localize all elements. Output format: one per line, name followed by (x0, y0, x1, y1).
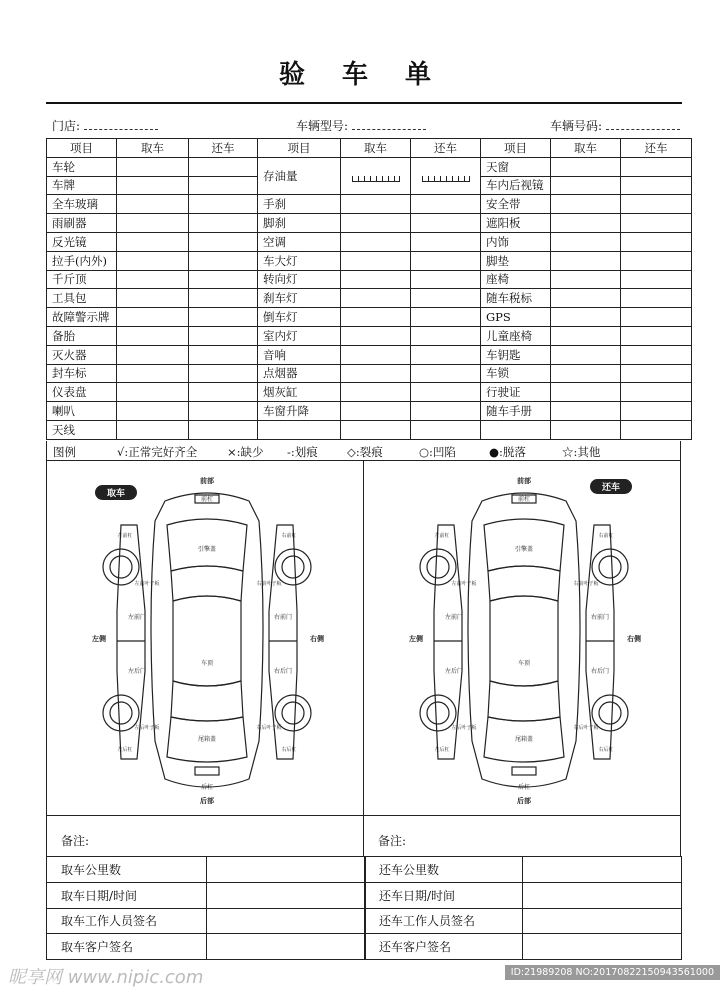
legend-item: ○:凹陷 (419, 445, 456, 459)
rear-label: 后部 (517, 797, 531, 805)
table-row (365, 882, 682, 908)
item-label: 备胎 (47, 326, 117, 345)
fuel-gauge-pickup[interactable] (341, 157, 411, 195)
table-row (47, 383, 692, 402)
item-label: 故障警示牌 (47, 308, 117, 327)
item-label: 工具包 (47, 289, 117, 308)
check-cell[interactable] (341, 232, 411, 251)
plate-blank[interactable] (606, 120, 680, 130)
right-front-bumper-side-label: 右前杠 (281, 533, 297, 539)
table-row (365, 908, 682, 934)
legend-item: -:划痕 (287, 445, 318, 459)
item-label: 车内后视镜 (481, 176, 551, 195)
table-row (47, 402, 692, 421)
left-rear-door-label: 左后门 (444, 668, 464, 675)
wheel-left-front[interactable] (103, 549, 139, 585)
table-row (47, 934, 366, 960)
item-label: 座椅 (481, 270, 551, 289)
check-cell[interactable] (341, 289, 411, 308)
table-row (47, 308, 692, 327)
check-cell[interactable] (621, 214, 692, 233)
trunk-label: 尾箱盖 (197, 736, 217, 743)
left-rear-fender-label: 左后叶子板 (134, 725, 160, 731)
check-cell[interactable] (411, 232, 481, 251)
check-cell[interactable] (189, 232, 258, 251)
check-cell[interactable] (341, 402, 411, 421)
pickup-car-diagram[interactable] (47, 461, 363, 815)
rear-bumper-label: 后杠 (517, 784, 531, 791)
rear-plate (195, 767, 219, 775)
wheel-right-front[interactable] (275, 549, 311, 585)
return-diagram-panel (363, 460, 681, 816)
check-cell[interactable] (621, 345, 692, 364)
item-label: 行驶证 (481, 383, 551, 402)
check-cell[interactable] (551, 176, 621, 195)
table-row (47, 270, 692, 289)
notes-left-label: 备注: (61, 834, 90, 848)
info-label: 还车客户签名 (365, 934, 523, 960)
table-row (365, 934, 682, 960)
left-rear-door-label: 左后门 (127, 668, 147, 675)
legend-item: ×:缺少 (227, 445, 264, 459)
table-row (365, 857, 682, 883)
return-info-table (364, 856, 682, 960)
legend-item: ☆:其他 (562, 445, 601, 459)
check-cell[interactable] (621, 308, 692, 327)
col-header: 取车 (341, 139, 411, 158)
info-label: 取车工作人员签名 (47, 908, 207, 934)
check-cell[interactable] (551, 232, 621, 251)
col-header: 项目 (258, 139, 341, 158)
wheel-left-front[interactable] (420, 549, 456, 585)
check-cell[interactable] (621, 402, 692, 421)
roof-panel[interactable] (490, 596, 558, 686)
left-front-bumper-side-label: 左前杠 (434, 533, 450, 539)
front-label: 前部 (517, 477, 531, 485)
info-value-cell[interactable] (207, 882, 366, 908)
item-label: 点烟器 (258, 364, 341, 383)
watermark-logo: 昵享网 www.nipic.com (8, 967, 204, 988)
check-cell[interactable] (411, 195, 481, 214)
page-title: 验 车 单 (278, 60, 446, 90)
check-cell[interactable] (551, 157, 621, 176)
check-cell[interactable] (621, 383, 692, 402)
left-front-fender-label: 左前叶子板 (134, 581, 160, 587)
roof-label: 车顶 (517, 660, 531, 667)
check-cell[interactable] (551, 364, 621, 383)
left-rear-fender-label: 左后叶子板 (451, 725, 477, 731)
right-front-door-label: 右前门 (273, 614, 293, 621)
col-header: 取车 (551, 139, 621, 158)
check-cell[interactable] (189, 289, 258, 308)
item-label: 千斤顶 (47, 270, 117, 289)
item-label: 刹车灯 (258, 289, 341, 308)
fuel-gauge[interactable] (422, 173, 470, 182)
check-cell[interactable] (341, 214, 411, 233)
roof-label: 车顶 (200, 660, 214, 667)
item-label: 天窗 (481, 157, 551, 176)
check-cell[interactable] (411, 308, 481, 327)
item-label: 车钥匙 (481, 345, 551, 364)
inspection-table (46, 138, 692, 440)
check-cell[interactable] (411, 345, 481, 364)
item-label: 儿童座椅 (481, 326, 551, 345)
store-blank[interactable] (84, 120, 158, 130)
check-cell[interactable] (551, 402, 621, 421)
check-cell[interactable] (341, 420, 411, 439)
check-cell[interactable] (189, 195, 258, 214)
left-side-label: 左侧 (409, 635, 423, 643)
notes-right-label: 备注: (378, 834, 407, 848)
check-cell[interactable] (189, 364, 258, 383)
pickup-diagram-panel (46, 460, 364, 816)
col-header: 取车 (117, 139, 189, 158)
check-cell[interactable] (551, 345, 621, 364)
col-header: 项目 (481, 139, 551, 158)
plate-field[interactable] (550, 117, 680, 134)
check-cell[interactable] (411, 251, 481, 270)
legend (46, 441, 681, 461)
table-row (47, 908, 366, 934)
item-label: 天线 (47, 420, 117, 439)
item-label: 安全带 (481, 195, 551, 214)
check-cell[interactable] (189, 214, 258, 233)
check-cell[interactable] (117, 345, 189, 364)
right-side-label: 右侧 (627, 635, 641, 643)
hood-label: 引擎盖 (197, 546, 217, 553)
legend-item: √:正常完好齐全 (117, 445, 198, 459)
item-label: 车牌 (47, 176, 117, 195)
check-cell[interactable] (189, 383, 258, 402)
check-cell[interactable] (411, 364, 481, 383)
check-cell[interactable] (117, 383, 189, 402)
item-label: 封车标 (47, 364, 117, 383)
item-label: 烟灰缸 (258, 383, 341, 402)
table-row (47, 364, 692, 383)
right-front-fender-label: 右前叶子板 (573, 581, 599, 587)
pickup-pill: 取车 (95, 485, 137, 500)
item-label: 随车手册 (481, 402, 551, 421)
item-label: 车大灯 (258, 251, 341, 270)
info-value-cell[interactable] (523, 908, 682, 934)
info-label: 取车公里数 (47, 857, 207, 883)
item-label: 随车税标 (481, 289, 551, 308)
right-front-door-label: 右前门 (590, 614, 610, 621)
legend-label: 图例 (53, 445, 76, 459)
table-row (47, 195, 692, 214)
check-cell[interactable] (411, 289, 481, 308)
check-cell[interactable] (551, 289, 621, 308)
watermark-id: ID:21989208 NO:20170822150943561000 (505, 965, 720, 980)
check-cell[interactable] (551, 251, 621, 270)
info-value-cell[interactable] (523, 882, 682, 908)
item-label: 脚刹 (258, 214, 341, 233)
table-header-row (47, 139, 692, 158)
item-label: 车锁 (481, 364, 551, 383)
return-car-diagram[interactable] (364, 461, 680, 815)
check-cell[interactable] (189, 157, 258, 176)
model-field[interactable] (296, 117, 426, 134)
check-cell[interactable] (411, 383, 481, 402)
title-rule (46, 102, 682, 104)
right-rear-fender-label: 右后叶子板 (256, 725, 282, 731)
right-front-fender-label: 右前叶子板 (256, 581, 282, 587)
check-cell[interactable] (117, 326, 189, 345)
item-label: 遮阳板 (481, 214, 551, 233)
left-side-label: 左侧 (92, 635, 106, 643)
check-cell[interactable] (411, 326, 481, 345)
front-bumper-label: 前杠 (200, 496, 214, 503)
check-cell[interactable] (551, 195, 621, 214)
check-cell[interactable] (411, 270, 481, 289)
check-cell[interactable] (189, 251, 258, 270)
trunk-label: 尾箱盖 (514, 736, 534, 743)
info-value-cell[interactable] (207, 857, 366, 883)
check-cell[interactable] (551, 383, 621, 402)
item-label: 喇叭 (47, 402, 117, 421)
check-cell[interactable] (621, 326, 692, 345)
item-label: 手刹 (258, 195, 341, 214)
left-front-fender-label: 左前叶子板 (451, 581, 477, 587)
table-row (47, 157, 692, 176)
wheel-right-front[interactable] (592, 549, 628, 585)
check-cell[interactable] (341, 364, 411, 383)
check-cell[interactable] (189, 308, 258, 327)
check-cell[interactable] (621, 195, 692, 214)
item-label: 室内灯 (258, 326, 341, 345)
store-field[interactable] (52, 117, 158, 134)
empty-cell (258, 420, 341, 439)
check-cell[interactable] (551, 308, 621, 327)
fuel-label: 存油量 (258, 157, 341, 195)
legend-item: ◇:裂痕 (347, 445, 383, 459)
right-rear-door-label: 右后门 (590, 668, 610, 675)
table-row (47, 232, 692, 251)
item-label: 反光镜 (47, 232, 117, 251)
return-pill: 还车 (590, 479, 632, 494)
check-cell[interactable] (117, 232, 189, 251)
legend-item: ●:脱落 (489, 445, 526, 459)
table-row (47, 882, 366, 908)
col-header: 还车 (621, 139, 692, 158)
item-label: 音响 (258, 345, 341, 364)
check-cell[interactable] (551, 326, 621, 345)
info-value-cell[interactable] (207, 908, 366, 934)
rear-bumper-label: 后杠 (200, 784, 214, 791)
check-cell[interactable] (551, 270, 621, 289)
check-cell[interactable] (341, 326, 411, 345)
col-header: 还车 (189, 139, 258, 158)
col-header: 项目 (47, 139, 117, 158)
left-rear-bumper-side-label: 左后杠 (434, 747, 450, 753)
table-row (47, 857, 366, 883)
left-front-door-label: 左前门 (127, 614, 147, 621)
hood-panel[interactable] (167, 519, 247, 571)
front-label: 前部 (200, 477, 214, 485)
table-row (47, 251, 692, 270)
info-value-cell[interactable] (523, 857, 682, 883)
fuel-gauge-return[interactable] (411, 157, 481, 195)
info-label: 取车日期/时间 (47, 882, 207, 908)
hood-panel[interactable] (484, 519, 564, 571)
check-cell[interactable] (189, 326, 258, 345)
store-label: 门店: (52, 119, 81, 133)
check-cell[interactable] (411, 214, 481, 233)
check-cell[interactable] (621, 420, 692, 439)
check-cell[interactable] (621, 157, 692, 176)
check-cell[interactable] (621, 232, 692, 251)
check-cell[interactable] (117, 420, 189, 439)
item-label: 全车玻璃 (47, 195, 117, 214)
check-cell[interactable] (117, 176, 189, 195)
check-cell[interactable] (341, 345, 411, 364)
check-cell[interactable] (117, 402, 189, 421)
right-side-label: 右侧 (310, 635, 324, 643)
roof-panel[interactable] (173, 596, 241, 686)
check-cell[interactable] (189, 270, 258, 289)
check-cell[interactable] (341, 251, 411, 270)
table-row (47, 214, 692, 233)
check-cell[interactable] (621, 251, 692, 270)
info-value-cell[interactable] (523, 934, 682, 960)
check-cell[interactable] (117, 157, 189, 176)
info-label: 还车日期/时间 (365, 882, 523, 908)
rear-plate (512, 767, 536, 775)
item-label: 雨刷器 (47, 214, 117, 233)
check-cell[interactable] (117, 251, 189, 270)
check-cell[interactable] (117, 308, 189, 327)
check-cell[interactable] (621, 270, 692, 289)
table-row (47, 420, 692, 439)
item-label: 内饰 (481, 232, 551, 251)
info-label: 取车客户签名 (47, 934, 207, 960)
table-row (47, 345, 692, 364)
fuel-gauge[interactable] (352, 173, 400, 182)
empty-cell (481, 420, 551, 439)
check-cell[interactable] (411, 402, 481, 421)
item-label: 车窗升降 (258, 402, 341, 421)
check-cell[interactable] (551, 214, 621, 233)
check-cell[interactable] (189, 176, 258, 195)
check-cell[interactable] (621, 364, 692, 383)
check-cell[interactable] (117, 289, 189, 308)
item-label: 脚垫 (481, 251, 551, 270)
col-header: 还车 (411, 139, 481, 158)
item-label: 灭火器 (47, 345, 117, 364)
check-cell[interactable] (341, 270, 411, 289)
front-bumper-label: 前杠 (517, 496, 531, 503)
check-cell[interactable] (341, 383, 411, 402)
item-label: GPS (481, 308, 551, 327)
item-label: 车轮 (47, 157, 117, 176)
hood-label: 引擎盖 (514, 546, 534, 553)
left-rear-bumper-side-label: 左后杠 (117, 747, 133, 753)
notes-left[interactable] (46, 815, 364, 857)
info-label: 还车公里数 (365, 857, 523, 883)
model-label: 车辆型号: (296, 119, 349, 133)
info-label: 还车工作人员签名 (365, 908, 523, 934)
check-cell[interactable] (189, 420, 258, 439)
item-label: 倒车灯 (258, 308, 341, 327)
right-rear-bumper-side-label: 右后杠 (281, 747, 297, 753)
check-cell[interactable] (621, 176, 692, 195)
check-cell[interactable] (189, 345, 258, 364)
check-cell[interactable] (551, 420, 621, 439)
table-row (47, 289, 692, 308)
check-cell[interactable] (621, 289, 692, 308)
check-cell[interactable] (117, 214, 189, 233)
right-rear-door-label: 右后门 (273, 668, 293, 675)
notes-right[interactable] (363, 815, 681, 857)
rear-label: 后部 (200, 797, 214, 805)
check-cell[interactable] (341, 195, 411, 214)
item-label: 拉手(内外) (47, 251, 117, 270)
item-label: 仪表盘 (47, 383, 117, 402)
right-front-bumper-side-label: 右前杠 (598, 533, 614, 539)
info-value-cell[interactable] (207, 934, 366, 960)
item-label: 空调 (258, 232, 341, 251)
item-label: 转向灯 (258, 270, 341, 289)
right-rear-bumper-side-label: 右后杠 (598, 747, 614, 753)
check-cell[interactable] (117, 195, 189, 214)
model-blank[interactable] (352, 120, 426, 130)
check-cell[interactable] (411, 420, 481, 439)
left-front-door-label: 左前门 (444, 614, 464, 621)
right-rear-fender-label: 右后叶子板 (573, 725, 599, 731)
check-cell[interactable] (117, 364, 189, 383)
check-cell[interactable] (117, 270, 189, 289)
plate-label: 车辆号码: (550, 119, 603, 133)
left-front-bumper-side-label: 左前杠 (117, 533, 133, 539)
table-row (47, 326, 692, 345)
pickup-info-table (46, 856, 366, 960)
check-cell[interactable] (341, 308, 411, 327)
check-cell[interactable] (189, 402, 258, 421)
